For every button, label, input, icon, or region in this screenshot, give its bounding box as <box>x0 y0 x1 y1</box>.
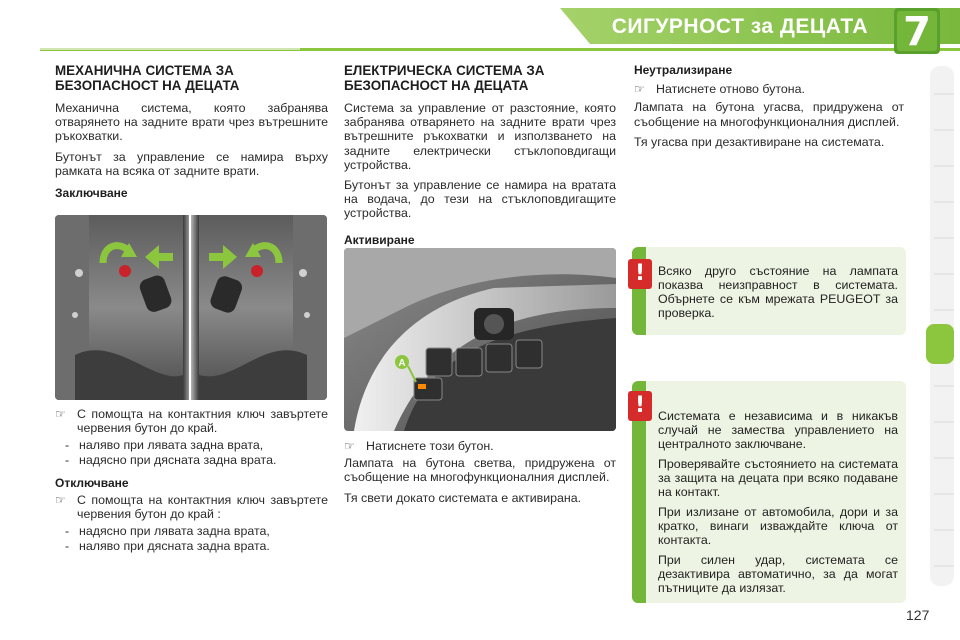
warning-box-independent <box>632 381 906 603</box>
electric-heading: ЕЛЕКТРИЧЕСКА СИСТЕМА ЗА БЕЗОПАСНОСТ НА ДЕЦАТА <box>344 63 545 93</box>
list-item: - наляво при дясната задна врата. <box>65 538 270 553</box>
mechanical-section <box>55 63 328 200</box>
lamp-extinguish-text: Тя угасва при дезактивиране на системата. <box>634 134 885 149</box>
unlock-heading: Отключване <box>55 475 129 490</box>
warning-box-fault <box>632 247 906 335</box>
lock-heading: Заключване <box>55 186 128 201</box>
button-a-label: A <box>398 358 406 369</box>
mechanical-location: Бутонът за управление се намира върху рамката на всяка от задните врати. <box>55 149 328 178</box>
lock-instructions <box>55 407 328 553</box>
rear-door-lock-photo <box>55 215 327 400</box>
chapter-number: 7 <box>903 9 931 55</box>
list-item: ☞ С помощта на контактния ключ завъртете червения бутон до край. <box>55 407 328 436</box>
lamp-lit-text: Тя свети докато системата е активирана. <box>344 490 582 505</box>
activate-heading: Активиране <box>344 232 415 247</box>
neutralize-section <box>634 63 904 155</box>
neutralize-heading: Неутрализиране <box>634 63 733 77</box>
warning-independent-text: Системата е независима и в никакъв случай не замества управлението на централното заключване. Проверявайте състоянието на системата за защита на децата при всяко подаване на контакт. При излизане от автомобила, дори и за кратко, винаги изваждайте ключа от контакта. При силен удар, системата се дезактивира автоматично, за да могат пътниците да излязат. <box>658 409 898 595</box>
list-item: - наляво при лявата задна врата, <box>65 438 264 453</box>
mechanical-intro: Механична система, която забранява отварянето на задните врати чрез вътрешните ръкохватки. <box>55 101 328 144</box>
list-item: ☞ Натиснете този бутон. <box>344 439 494 453</box>
electric-location: Бутонът за управление се намира на вратата на водача, до тези на стъклоповдигащите устройства. <box>344 178 616 221</box>
activate-instructions <box>344 439 616 511</box>
list-item: - надясно при дясната задна врата. <box>65 452 277 467</box>
electric-intro: Система за управление от разстояние, която забранява отварянето на задните врати чрез вътрешните ръкохватки и използването на задните електрически стъклоповдигащи устройства. <box>344 101 616 172</box>
mechanical-heading: МЕХАНИЧНА СИСТЕМА ЗА БЕЗОПАСНОСТ НА ДЕЦАТА <box>55 63 240 93</box>
page-number: 127 <box>906 607 930 623</box>
list-item: ☞ С помощта на контактния ключ завъртете червения бутон до край : <box>55 493 328 522</box>
chapter-side-tabs[interactable] <box>926 66 954 586</box>
warning-fault-text: Всяко друго състояние на лампата показва неизправност в системата. Обърнете се към мрежата PEUGEOT за проверка. <box>658 264 898 320</box>
driver-door-controls-photo <box>344 248 616 431</box>
list-item: ☞ Натиснете отново бутона. <box>634 82 805 97</box>
page-title: СИГУРНОСТ за ДЕЦАТА <box>611 15 868 38</box>
electric-section <box>344 63 616 247</box>
warning-icon: ! <box>628 259 652 289</box>
lamp-off-text: Лампата на бутона угасва, придружена от съобщение на многофункционалния дисплей. <box>634 100 904 129</box>
list-item: - надясно при лявата задна врата, <box>65 524 270 539</box>
warning-icon: ! <box>628 391 652 421</box>
lamp-on-text: Лампата на бутона светва, придружена от съобщение на многофункционалния дисплей. <box>344 456 616 485</box>
